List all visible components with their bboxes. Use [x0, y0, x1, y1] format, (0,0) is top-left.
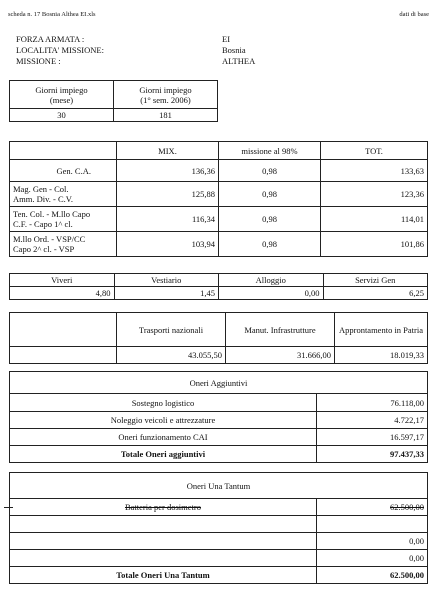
- margin-tick: [4, 507, 13, 508]
- viveri-value: 4,80: [10, 287, 115, 300]
- gradi-header-tot: TOT.: [321, 142, 428, 160]
- gradi-header-pct: missione al 98%: [219, 142, 321, 160]
- gradi-row-pct: 0,98: [219, 207, 321, 232]
- vestiario-header: Vestiario: [114, 274, 219, 287]
- gradi-row-pct: 0,98: [219, 182, 321, 207]
- viveri-header: Viveri: [10, 274, 115, 287]
- vestiario-value: 1,45: [114, 287, 219, 300]
- oneri-aggiuntivi-title: Oneri Aggiuntivi: [10, 372, 428, 394]
- oneri-una-tantum-value: 62.500,00: [317, 499, 428, 516]
- oneri-aggiuntivi-label: Sostegno logistico: [10, 394, 317, 412]
- gradi-row-pct: 0,98: [219, 232, 321, 257]
- giorni-header-mese: Giorni impiego (mese): [10, 81, 114, 109]
- gradi-row-tot: 133,63: [321, 160, 428, 182]
- oneri-una-tantum-value: 0,00: [317, 550, 428, 567]
- trasporti-header: Trasporti nazionali: [117, 313, 226, 347]
- info-labels: [16, 34, 104, 67]
- info-value-forza: EI: [222, 34, 231, 44]
- oneri-aggiuntivi-label: Noleggio veicoli e attrezzature: [10, 412, 317, 429]
- gradi-row-tot: 123,36: [321, 182, 428, 207]
- oneri-una-tantum-label: [10, 550, 317, 567]
- info-values: [222, 34, 255, 67]
- oneri-aggiuntivi-value: 4.722,17: [317, 412, 428, 429]
- gradi-row-pct: 0,98: [219, 160, 321, 182]
- giorni-value-mese: 30: [10, 109, 114, 122]
- info-label-localita: LOCALITA' MISSIONE:: [16, 45, 104, 55]
- oneri-una-tantum-label: [10, 533, 317, 550]
- gradi-row-mix: 125,88: [117, 182, 219, 207]
- oneri-aggiuntivi-total-label: Totale Oneri aggiuntivi: [10, 446, 317, 463]
- gradi-header-mix: MIX.: [117, 142, 219, 160]
- alloggio-header: Alloggio: [219, 274, 324, 287]
- gradi-row-mix: 103,94: [117, 232, 219, 257]
- oneri-aggiuntivi-value: 76.118,00: [317, 394, 428, 412]
- gradi-table: [9, 141, 428, 257]
- gradi-row-name: M.llo Ord. - VSP/CC Capo 2^ cl. - VSP: [10, 232, 117, 257]
- manut-value: 31.666,00: [226, 347, 335, 364]
- oneri-una-tantum-title: Oneri Una Tantum: [10, 473, 428, 499]
- alloggio-value: 0,00: [219, 287, 324, 300]
- info-label-forza: FORZA ARMATA :: [16, 34, 85, 44]
- oneri-una-tantum-table: [9, 472, 428, 584]
- file-name: scheda n. 17 Bosnia Althea EI.xls: [8, 11, 96, 18]
- oneri-una-tantum-label: Batteria per dosimetro: [10, 499, 317, 516]
- giorni-header-sem: Giorni impiego (1° sem. 2006): [114, 81, 218, 109]
- info-value-missione: ALTHEA: [222, 56, 256, 66]
- servizi-value: 6,25: [323, 287, 428, 300]
- giorni-table: [9, 80, 218, 122]
- sheet-name: dati di base: [399, 11, 429, 18]
- gradi-header-blank: [10, 142, 117, 160]
- trasporti-blank: [10, 313, 117, 347]
- info-value-localita: Bosnia: [222, 45, 246, 55]
- gradi-row-name: Ten. Col. - M.llo Capo C.F. - Capo 1^ cl.: [10, 207, 117, 232]
- gradi-row-name: Mag. Gen - Col. Amm. Div. - C.V.: [10, 182, 117, 207]
- approntamento-header: Approntamento in Patria: [335, 313, 428, 347]
- gradi-row-mix: 116,34: [117, 207, 219, 232]
- oneri-una-tantum-label: [10, 516, 317, 533]
- oneri-aggiuntivi-value: 16.597,17: [317, 429, 428, 446]
- servizi-header: Servizi Gen: [323, 274, 428, 287]
- giorni-value-sem: 181: [114, 109, 218, 122]
- oneri-aggiuntivi-total-value: 97.437,33: [317, 446, 428, 463]
- gradi-row-mix: 136,36: [117, 160, 219, 182]
- gradi-row-name: Gen. C.A.: [10, 160, 117, 182]
- approntamento-value: 18.019,33: [335, 347, 428, 364]
- viveri-table: [9, 273, 428, 300]
- info-label-missione: MISSIONE :: [16, 56, 61, 66]
- trasporti-blank-value: [10, 347, 117, 364]
- oneri-una-tantum-total-label: Totale Oneri Una Tantum: [10, 567, 317, 584]
- gradi-row-tot: 114,01: [321, 207, 428, 232]
- manut-header: Manut. Infrastrutture: [226, 313, 335, 347]
- oneri-aggiuntivi-label: Oneri funzionamento CAI: [10, 429, 317, 446]
- trasporti-value: 43.055,50: [117, 347, 226, 364]
- trasporti-table: [9, 312, 428, 364]
- gradi-row-tot: 101,86: [321, 232, 428, 257]
- oneri-una-tantum-total-value: 62.500,00: [317, 567, 428, 584]
- oneri-una-tantum-value: [317, 516, 428, 533]
- oneri-aggiuntivi-table: [9, 371, 428, 463]
- oneri-una-tantum-value: 0,00: [317, 533, 428, 550]
